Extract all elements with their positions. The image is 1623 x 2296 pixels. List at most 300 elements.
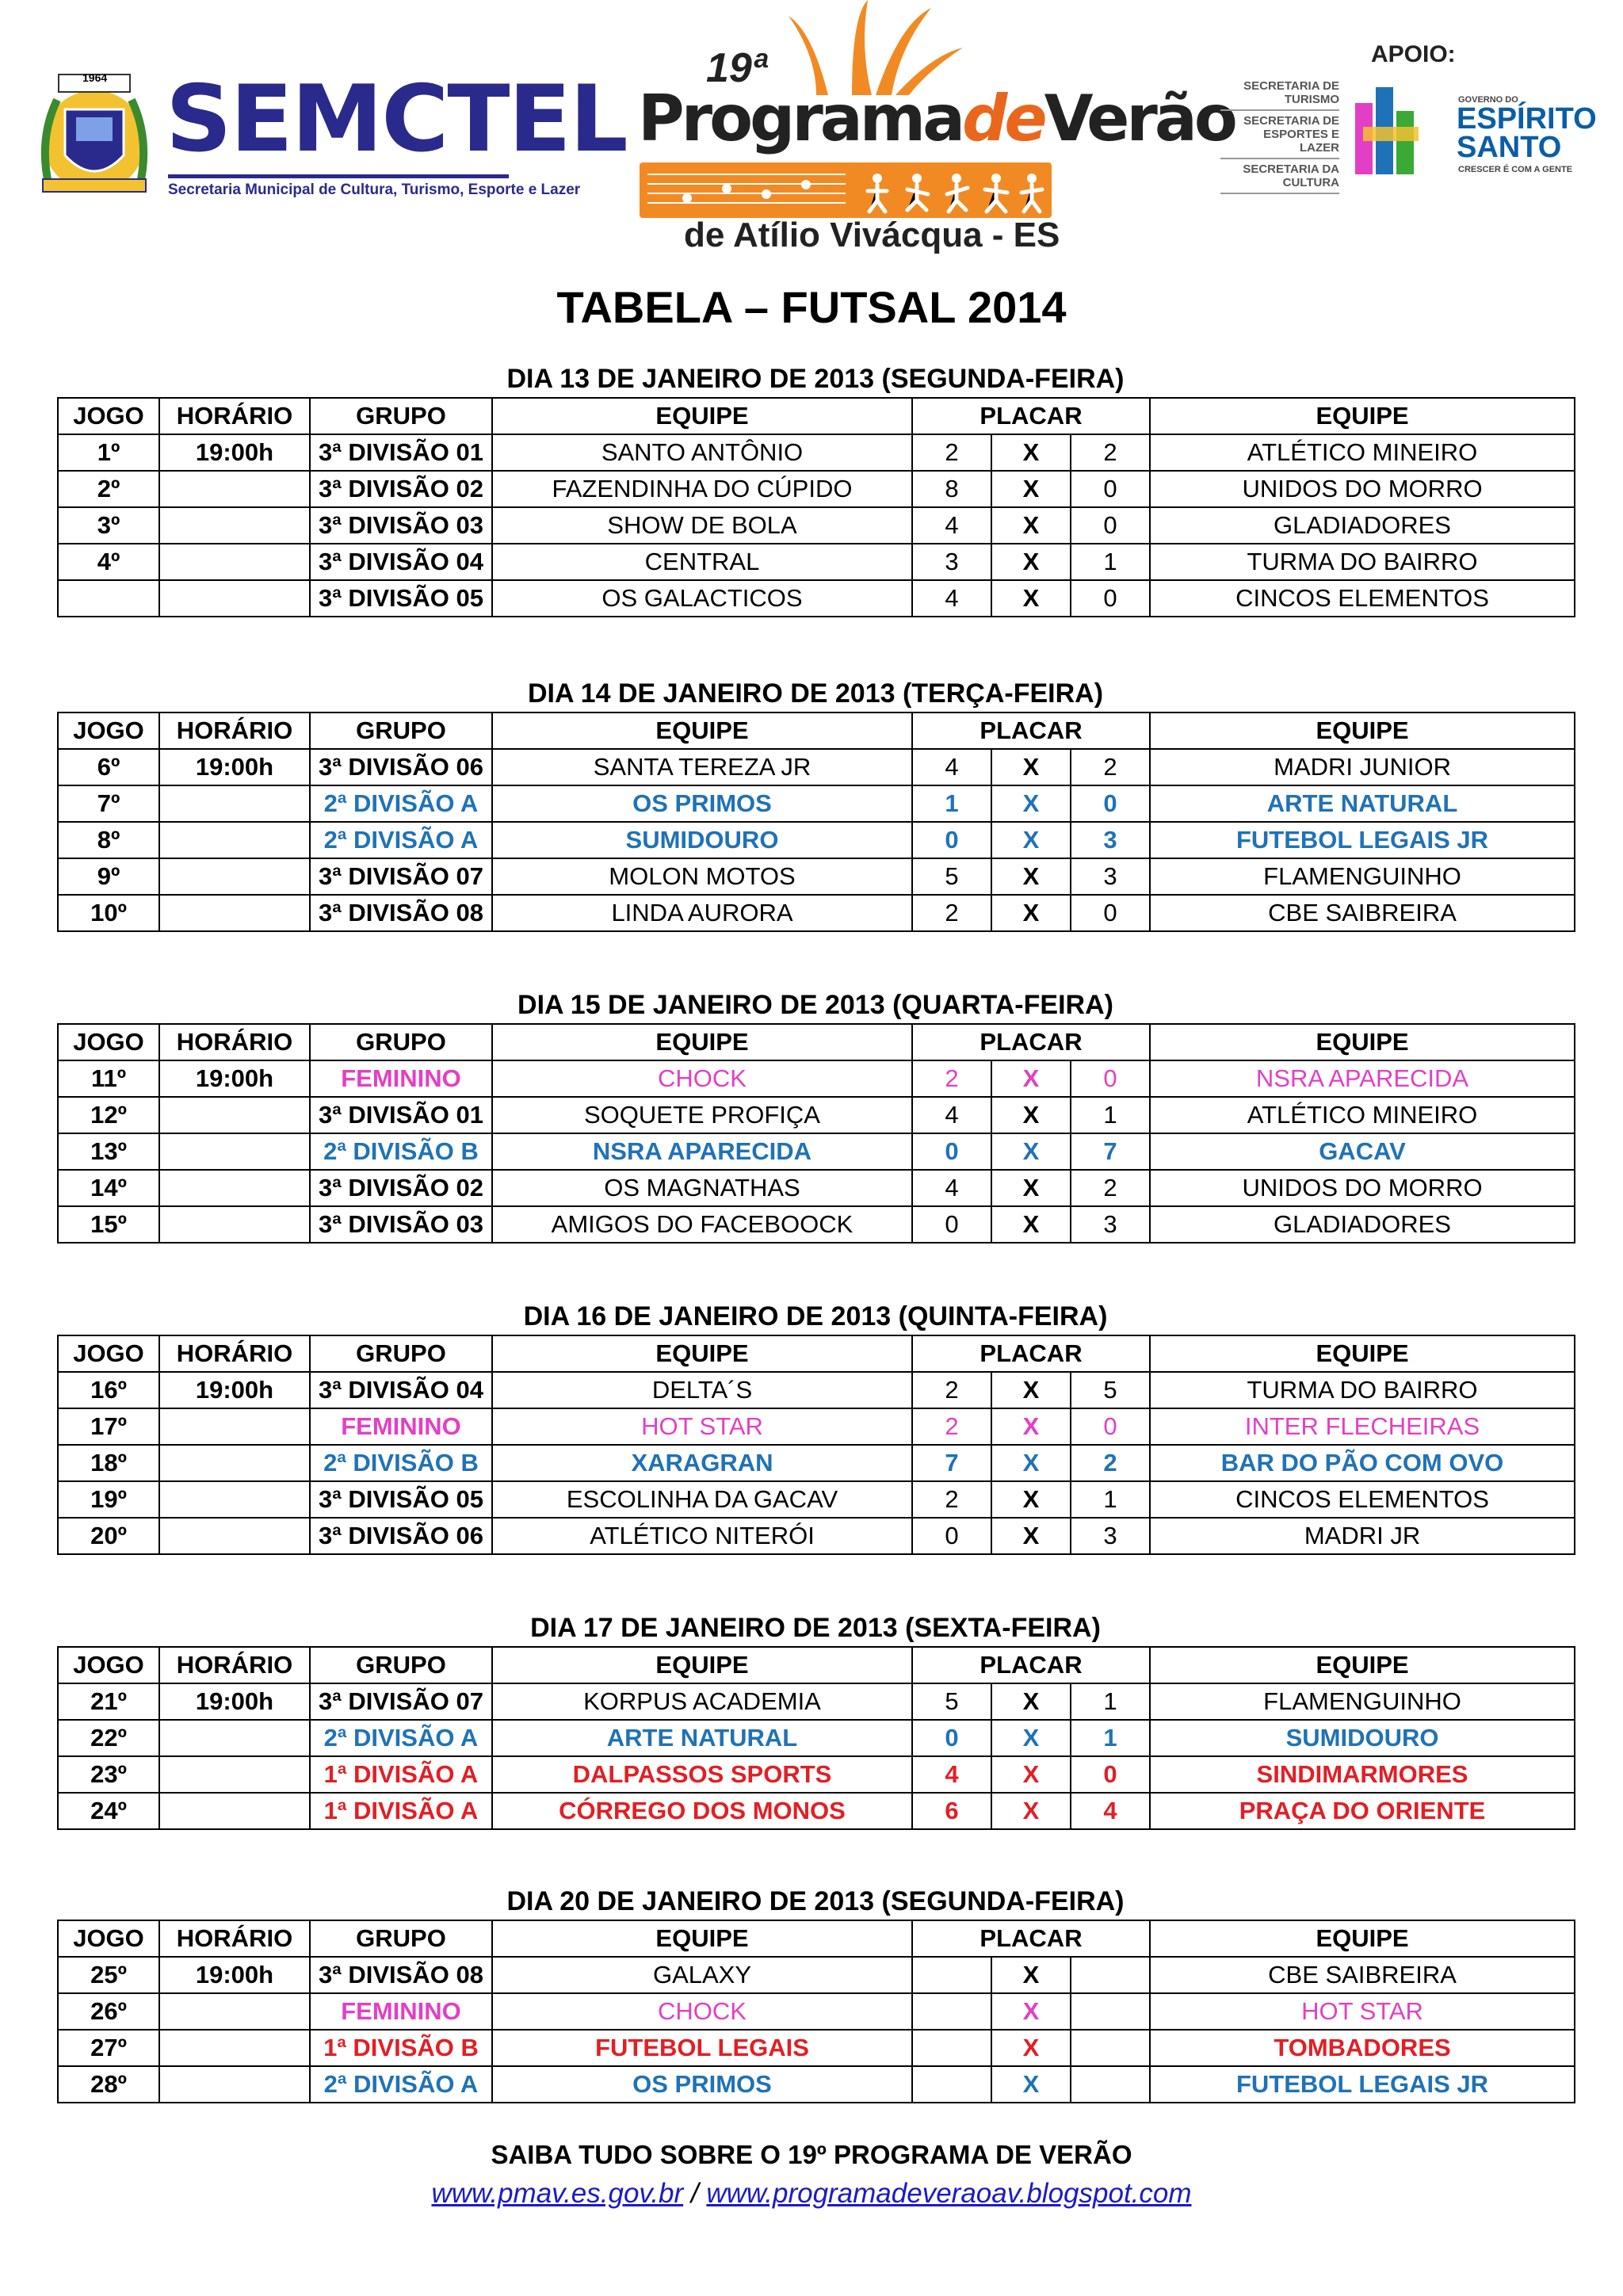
game-time: 19:00h <box>159 1683 310 1720</box>
table-row <box>58 2030 1575 2066</box>
day-block <box>57 1298 1574 1555</box>
team-b: MADRI JUNIOR <box>1150 749 1575 785</box>
score-b: 1 <box>1071 1481 1150 1518</box>
team-a: OS PRIMOS <box>492 785 912 822</box>
team-a: ESCOLINHA DA GACAV <box>492 1481 912 1518</box>
team-b: CBE SAIBREIRA <box>1150 1957 1575 1993</box>
score-a: 6 <box>912 1793 991 1829</box>
header-placar: PLACAR <box>912 1335 1150 1372</box>
header-placar: PLACAR <box>912 1920 1150 1957</box>
table-row <box>58 471 1575 507</box>
games-table <box>57 712 1575 932</box>
table-row <box>58 1720 1575 1756</box>
game-number: 7º <box>58 785 159 822</box>
score-b: 1 <box>1071 1720 1150 1756</box>
footer-title: SAIBA TUDO SOBRE O 19º PROGRAMA DE VERÃO <box>491 2140 1132 2169</box>
games-table <box>57 1023 1575 1244</box>
game-group: 3ª DIVISÃO 02 <box>310 471 492 507</box>
game-time <box>159 1206 310 1243</box>
versus-x: X <box>991 1793 1071 1829</box>
semctel-subtitle: Secretaria Municipal de Cultura, Turismo, Esporte e Lazer <box>168 174 509 199</box>
game-time <box>159 544 310 580</box>
table-header-row <box>58 712 1575 749</box>
header-equipe-b: EQUIPE <box>1150 1920 1575 1957</box>
score-b: 2 <box>1071 434 1150 471</box>
secretaria-item: SECRETARIA DE ESPORTES E LAZER <box>1220 111 1339 159</box>
header-placar: PLACAR <box>912 712 1150 749</box>
semctel-name: SEMCTEL <box>166 66 627 173</box>
versus-x: X <box>991 1445 1071 1481</box>
secretaria-item: SECRETARIA DA CULTURA <box>1220 159 1339 194</box>
header-placar: PLACAR <box>912 1024 1150 1060</box>
game-group: 2ª DIVISÃO B <box>310 1133 492 1170</box>
game-group: 3ª DIVISÃO 01 <box>310 1097 492 1133</box>
game-number: 17º <box>58 1408 159 1445</box>
score-b <box>1071 1957 1150 1993</box>
score-b: 4 <box>1071 1793 1150 1829</box>
team-a: KORPUS ACADEMIA <box>492 1683 912 1720</box>
game-time <box>159 1993 310 2030</box>
game-group: FEMININO <box>310 1060 492 1097</box>
table-row <box>58 1756 1575 1793</box>
table-header-row <box>58 1647 1575 1683</box>
game-time: 19:00h <box>159 434 310 471</box>
game-time: 19:00h <box>159 1957 310 1993</box>
state-name <box>1457 102 1597 164</box>
score-b <box>1071 1993 1150 2030</box>
game-group: 2ª DIVISÃO A <box>310 1720 492 1756</box>
table-row <box>58 895 1575 931</box>
game-time <box>159 1445 310 1481</box>
espirito-santo-emblem-icon <box>1347 79 1434 190</box>
score-a: 4 <box>912 749 991 785</box>
game-group: FEMININO <box>310 1993 492 2030</box>
game-number: 26º <box>58 1993 159 2030</box>
score-a: 2 <box>912 895 991 931</box>
music-staff-icon <box>640 162 1052 218</box>
score-b: 0 <box>1071 895 1150 931</box>
program-edition: 19ª <box>706 45 768 91</box>
day-heading: DIA 20 DE JANEIRO DE 2013 (SEGUNDA-FEIRA) <box>506 1886 1125 1916</box>
score-b: 2 <box>1071 1445 1150 1481</box>
score-b: 2 <box>1071 1170 1150 1206</box>
team-b: SINDIMARMORES <box>1150 1756 1575 1793</box>
game-group: 3ª DIVISÃO 05 <box>310 1481 492 1518</box>
games-table <box>57 1335 1575 1555</box>
game-group: 2ª DIVISÃO A <box>310 822 492 858</box>
page-title: TABELA – FUTSAL 2014 <box>556 282 1067 332</box>
game-number: 4º <box>58 544 159 580</box>
score-a: 4 <box>912 1170 991 1206</box>
header-grupo: GRUPO <box>310 1920 492 1957</box>
versus-x: X <box>991 434 1071 471</box>
versus-x: X <box>991 1372 1071 1408</box>
team-a: CÓRREGO DOS MONOS <box>492 1793 912 1829</box>
team-b: FUTEBOL LEGAIS JR <box>1150 822 1575 858</box>
team-a: SUMIDOURO <box>492 822 912 858</box>
score-a <box>912 2030 991 2066</box>
team-a: ARTE NATURAL <box>492 1720 912 1756</box>
versus-x: X <box>991 1206 1071 1243</box>
game-number: 16º <box>58 1372 159 1408</box>
score-b: 1 <box>1071 1097 1150 1133</box>
game-number: 6º <box>58 749 159 785</box>
table-header-row <box>58 398 1575 434</box>
team-b: CINCOS ELEMENTOS <box>1150 1481 1575 1518</box>
score-a: 3 <box>912 544 991 580</box>
game-number: 24º <box>58 1793 159 1829</box>
state-name-line2: SANTO <box>1457 131 1562 164</box>
game-time <box>159 1756 310 1793</box>
versus-x: X <box>991 1481 1071 1518</box>
link-separator: / <box>683 2178 707 2209</box>
score-a: 0 <box>912 822 991 858</box>
header-equipe-b: EQUIPE <box>1150 1335 1575 1372</box>
header-placar: PLACAR <box>912 1647 1150 1683</box>
header-horario: HORÁRIO <box>159 712 310 749</box>
game-group: 3ª DIVISÃO 07 <box>310 1683 492 1720</box>
versus-x: X <box>991 1060 1071 1097</box>
game-group: 2ª DIVISÃO B <box>310 1445 492 1481</box>
header-equipe-a: EQUIPE <box>492 398 912 434</box>
versus-x: X <box>991 1683 1071 1720</box>
score-a <box>912 2066 991 2103</box>
versus-x: X <box>991 544 1071 580</box>
team-b: UNIDOS DO MORRO <box>1150 1170 1575 1206</box>
team-a: MOLON MOTOS <box>492 858 912 895</box>
game-time: 19:00h <box>159 1372 310 1408</box>
header-placar: PLACAR <box>912 398 1150 434</box>
table-row <box>58 1793 1575 1829</box>
versus-x: X <box>991 1170 1071 1206</box>
game-time <box>159 1793 310 1829</box>
score-a: 4 <box>912 507 991 544</box>
team-b: TURMA DO BAIRRO <box>1150 544 1575 580</box>
table-row <box>58 1206 1575 1243</box>
game-number: 25º <box>58 1957 159 1993</box>
score-b <box>1071 2066 1150 2103</box>
team-a: CHOCK <box>492 1993 912 2030</box>
versus-x: X <box>991 785 1071 822</box>
table-row <box>58 507 1575 544</box>
table-row <box>58 544 1575 580</box>
score-a: 0 <box>912 1518 991 1554</box>
table-header-row <box>58 1024 1575 1060</box>
game-number: 15º <box>58 1206 159 1243</box>
game-number: 28º <box>58 2066 159 2103</box>
score-a: 4 <box>912 580 991 617</box>
header-equipe-a: EQUIPE <box>492 712 912 749</box>
game-number: 27º <box>58 2030 159 2066</box>
game-number: 19º <box>58 1481 159 1518</box>
game-group: 3ª DIVISÃO 03 <box>310 1206 492 1243</box>
team-a: SOQUETE PROFIÇA <box>492 1097 912 1133</box>
team-b: FLAMENGUINHO <box>1150 1683 1575 1720</box>
game-number: 10º <box>58 895 159 931</box>
game-group: 3ª DIVISÃO 08 <box>310 1957 492 1993</box>
score-a: 4 <box>912 1756 991 1793</box>
blog-link[interactable]: www.programadeveraoav.blogspot.com <box>706 2178 1192 2209</box>
team-b: ARTE NATURAL <box>1150 785 1575 822</box>
table-row <box>58 1683 1575 1720</box>
table-row <box>58 1957 1575 1993</box>
table-row <box>58 1993 1575 2030</box>
header-grupo: GRUPO <box>310 712 492 749</box>
game-group: 2ª DIVISÃO A <box>310 785 492 822</box>
team-a: NSRA APARECIDA <box>492 1133 912 1170</box>
score-a: 5 <box>912 858 991 895</box>
header-equipe-a: EQUIPE <box>492 1920 912 1957</box>
score-b: 5 <box>1071 1372 1150 1408</box>
game-time <box>159 2066 310 2103</box>
support-logos <box>1220 41 1597 208</box>
score-b: 3 <box>1071 1206 1150 1243</box>
game-number: 22º <box>58 1720 159 1756</box>
game-number: 11º <box>58 1060 159 1097</box>
game-number: 1º <box>58 434 159 471</box>
game-time <box>159 1408 310 1445</box>
game-group: FEMININO <box>310 1408 492 1445</box>
versus-x: X <box>991 1133 1071 1170</box>
header-grupo: GRUPO <box>310 1335 492 1372</box>
score-a: 2 <box>912 1481 991 1518</box>
game-time <box>159 507 310 544</box>
score-b: 1 <box>1071 1683 1150 1720</box>
score-b: 3 <box>1071 858 1150 895</box>
team-a: XARAGRAN <box>492 1445 912 1481</box>
score-a: 2 <box>912 434 991 471</box>
table-row <box>58 749 1575 785</box>
team-a: AMIGOS DO FACEBOOCK <box>492 1206 912 1243</box>
team-a: CENTRAL <box>492 544 912 580</box>
header-equipe-a: EQUIPE <box>492 1647 912 1683</box>
score-b: 2 <box>1071 749 1150 785</box>
game-time <box>159 1170 310 1206</box>
score-a: 4 <box>912 1097 991 1133</box>
games-table <box>57 1920 1575 2103</box>
secretaria-item: SECRETARIA DE TURISMO <box>1220 76 1339 111</box>
header-equipe-b: EQUIPE <box>1150 1647 1575 1683</box>
game-group: 3ª DIVISÃO 05 <box>310 580 492 617</box>
programa-verao-logo <box>630 0 1235 262</box>
game-group: 3ª DIVISÃO 04 <box>310 544 492 580</box>
score-b: 1 <box>1071 544 1150 580</box>
team-a: DALPASSOS SPORTS <box>492 1756 912 1793</box>
versus-x: X <box>991 1720 1071 1756</box>
game-time <box>159 2030 310 2066</box>
table-row <box>58 1408 1575 1445</box>
team-b: GACAV <box>1150 1133 1575 1170</box>
versus-x: X <box>991 1518 1071 1554</box>
versus-x: X <box>991 507 1071 544</box>
score-a <box>912 1993 991 2030</box>
team-a: OS GALACTICOS <box>492 580 912 617</box>
table-header-row <box>58 1920 1575 1957</box>
game-group: 3ª DIVISÃO 01 <box>310 434 492 471</box>
header-horario: HORÁRIO <box>159 1335 310 1372</box>
seal-year: 1964 <box>82 71 108 84</box>
team-a: OS MAGNATHAS <box>492 1170 912 1206</box>
games-table <box>57 397 1575 617</box>
score-b <box>1071 2030 1150 2066</box>
team-a: SANTO ANTÔNIO <box>492 434 912 471</box>
table-row <box>58 785 1575 822</box>
versus-x: X <box>991 1408 1071 1445</box>
game-number: 21º <box>58 1683 159 1720</box>
state-name-line1: ESPÍRITO <box>1457 102 1597 136</box>
header-jogo: JOGO <box>58 1024 159 1060</box>
score-a: 2 <box>912 1372 991 1408</box>
team-a: SANTA TEREZA JR <box>492 749 912 785</box>
team-a: HOT STAR <box>492 1408 912 1445</box>
game-group: 3ª DIVISÃO 07 <box>310 858 492 895</box>
score-a: 5 <box>912 1683 991 1720</box>
day-block <box>57 987 1574 1244</box>
game-group: 3ª DIVISÃO 06 <box>310 749 492 785</box>
footer-links <box>0 2178 1623 2210</box>
team-a: OS PRIMOS <box>492 2066 912 2103</box>
header-jogo: JOGO <box>58 1920 159 1957</box>
header-jogo: JOGO <box>58 712 159 749</box>
team-b: HOT STAR <box>1150 1993 1575 2030</box>
game-number: 8º <box>58 822 159 858</box>
score-b: 0 <box>1071 580 1150 617</box>
game-number: 12º <box>58 1097 159 1133</box>
team-a: GALAXY <box>492 1957 912 1993</box>
score-b: 0 <box>1071 1060 1150 1097</box>
score-a: 0 <box>912 1206 991 1243</box>
game-time <box>159 822 310 858</box>
table-row <box>58 858 1575 895</box>
day-block <box>57 1610 1574 1830</box>
versus-x: X <box>991 2030 1071 2066</box>
score-a: 2 <box>912 1408 991 1445</box>
pmav-link[interactable]: www.pmav.es.gov.br <box>431 2178 684 2209</box>
team-b: GLADIADORES <box>1150 507 1575 544</box>
day-heading: DIA 17 DE JANEIRO DE 2013 (SEXTA-FEIRA) <box>530 1613 1101 1643</box>
header-equipe-a: EQUIPE <box>492 1335 912 1372</box>
game-time <box>159 895 310 931</box>
day-heading: DIA 15 DE JANEIRO DE 2013 (QUARTA-FEIRA) <box>517 990 1113 1020</box>
score-a: 1 <box>912 785 991 822</box>
day-block <box>57 1883 1574 2103</box>
semctel-logo <box>35 63 627 206</box>
table-row <box>58 1445 1575 1481</box>
table-row <box>58 1133 1575 1170</box>
table-row <box>58 434 1575 471</box>
team-a: FAZENDINHA DO CÚPIDO <box>492 471 912 507</box>
versus-x: X <box>991 1097 1071 1133</box>
program-name-part2: de <box>962 82 1044 155</box>
program-name <box>638 79 1235 159</box>
score-b: 0 <box>1071 507 1150 544</box>
game-group: 2ª DIVISÃO A <box>310 2066 492 2103</box>
game-group: 1ª DIVISÃO A <box>310 1793 492 1829</box>
game-time <box>159 471 310 507</box>
game-group: 3ª DIVISÃO 06 <box>310 1518 492 1554</box>
versus-x: X <box>991 1993 1071 2030</box>
support-label: APOIO: <box>1371 41 1456 67</box>
game-group: 1ª DIVISÃO A <box>310 1756 492 1793</box>
gov-label: GOVERNO DO <box>1458 95 1518 105</box>
game-time <box>159 1133 310 1170</box>
score-a: 7 <box>912 1445 991 1481</box>
versus-x: X <box>991 2066 1071 2103</box>
header-horario: HORÁRIO <box>159 1024 310 1060</box>
game-time <box>159 580 310 617</box>
game-number: 18º <box>58 1445 159 1481</box>
team-b: FLAMENGUINHO <box>1150 858 1575 895</box>
day-heading: DIA 13 DE JANEIRO DE 2013 (SEGUNDA-FEIRA) <box>506 364 1125 394</box>
header-grupo: GRUPO <box>310 1024 492 1060</box>
score-b: 0 <box>1071 1756 1150 1793</box>
versus-x: X <box>991 822 1071 858</box>
versus-x: X <box>991 858 1071 895</box>
secretarias-list <box>1220 76 1339 194</box>
score-b: 7 <box>1071 1133 1150 1170</box>
team-b: BAR DO PÃO COM OVO <box>1150 1445 1575 1481</box>
game-time <box>159 1481 310 1518</box>
score-a: 0 <box>912 1720 991 1756</box>
score-b: 0 <box>1071 1408 1150 1445</box>
municipal-seal-icon <box>35 68 154 200</box>
day-heading: DIA 16 DE JANEIRO DE 2013 (QUINTA-FEIRA) <box>523 1301 1108 1331</box>
header-grupo: GRUPO <box>310 1647 492 1683</box>
score-a: 0 <box>912 1133 991 1170</box>
team-a: ATLÉTICO NITERÓI <box>492 1518 912 1554</box>
program-place: de Atílio Vivácqua - ES <box>684 216 1060 254</box>
team-b: FUTEBOL LEGAIS JR <box>1150 2066 1575 2103</box>
versus-x: X <box>991 749 1071 785</box>
versus-x: X <box>991 471 1071 507</box>
team-b: GLADIADORES <box>1150 1206 1575 1243</box>
music-athletes-banner <box>640 162 1052 218</box>
team-a: LINDA AURORA <box>492 895 912 931</box>
game-number: 2º <box>58 471 159 507</box>
game-number: 14º <box>58 1170 159 1206</box>
game-time <box>159 1518 310 1554</box>
score-b: 0 <box>1071 785 1150 822</box>
game-number: 20º <box>58 1518 159 1554</box>
header-horario: HORÁRIO <box>159 1647 310 1683</box>
versus-x: X <box>991 580 1071 617</box>
game-group: 3ª DIVISÃO 02 <box>310 1170 492 1206</box>
team-a: CHOCK <box>492 1060 912 1097</box>
table-row <box>58 1518 1575 1554</box>
table-row <box>58 1481 1575 1518</box>
team-b: ATLÉTICO MINEIRO <box>1150 434 1575 471</box>
header-horario: HORÁRIO <box>159 1920 310 1957</box>
team-b: CBE SAIBREIRA <box>1150 895 1575 931</box>
table-row <box>58 1170 1575 1206</box>
team-b: MADRI JR <box>1150 1518 1575 1554</box>
game-number: 9º <box>58 858 159 895</box>
game-time <box>159 1097 310 1133</box>
score-a: 8 <box>912 471 991 507</box>
game-group: 3ª DIVISÃO 04 <box>310 1372 492 1408</box>
game-number: 3º <box>58 507 159 544</box>
day-block <box>57 361 1574 617</box>
day-block <box>57 675 1574 932</box>
table-row <box>58 1060 1575 1097</box>
table-row <box>58 2066 1575 2103</box>
game-time: 19:00h <box>159 1060 310 1097</box>
day-heading: DIA 14 DE JANEIRO DE 2013 (TERÇA-FEIRA) <box>527 678 1104 709</box>
header-jogo: JOGO <box>58 1335 159 1372</box>
team-b: NSRA APARECIDA <box>1150 1060 1575 1097</box>
team-a: DELTA´S <box>492 1372 912 1408</box>
games-table <box>57 1646 1575 1830</box>
